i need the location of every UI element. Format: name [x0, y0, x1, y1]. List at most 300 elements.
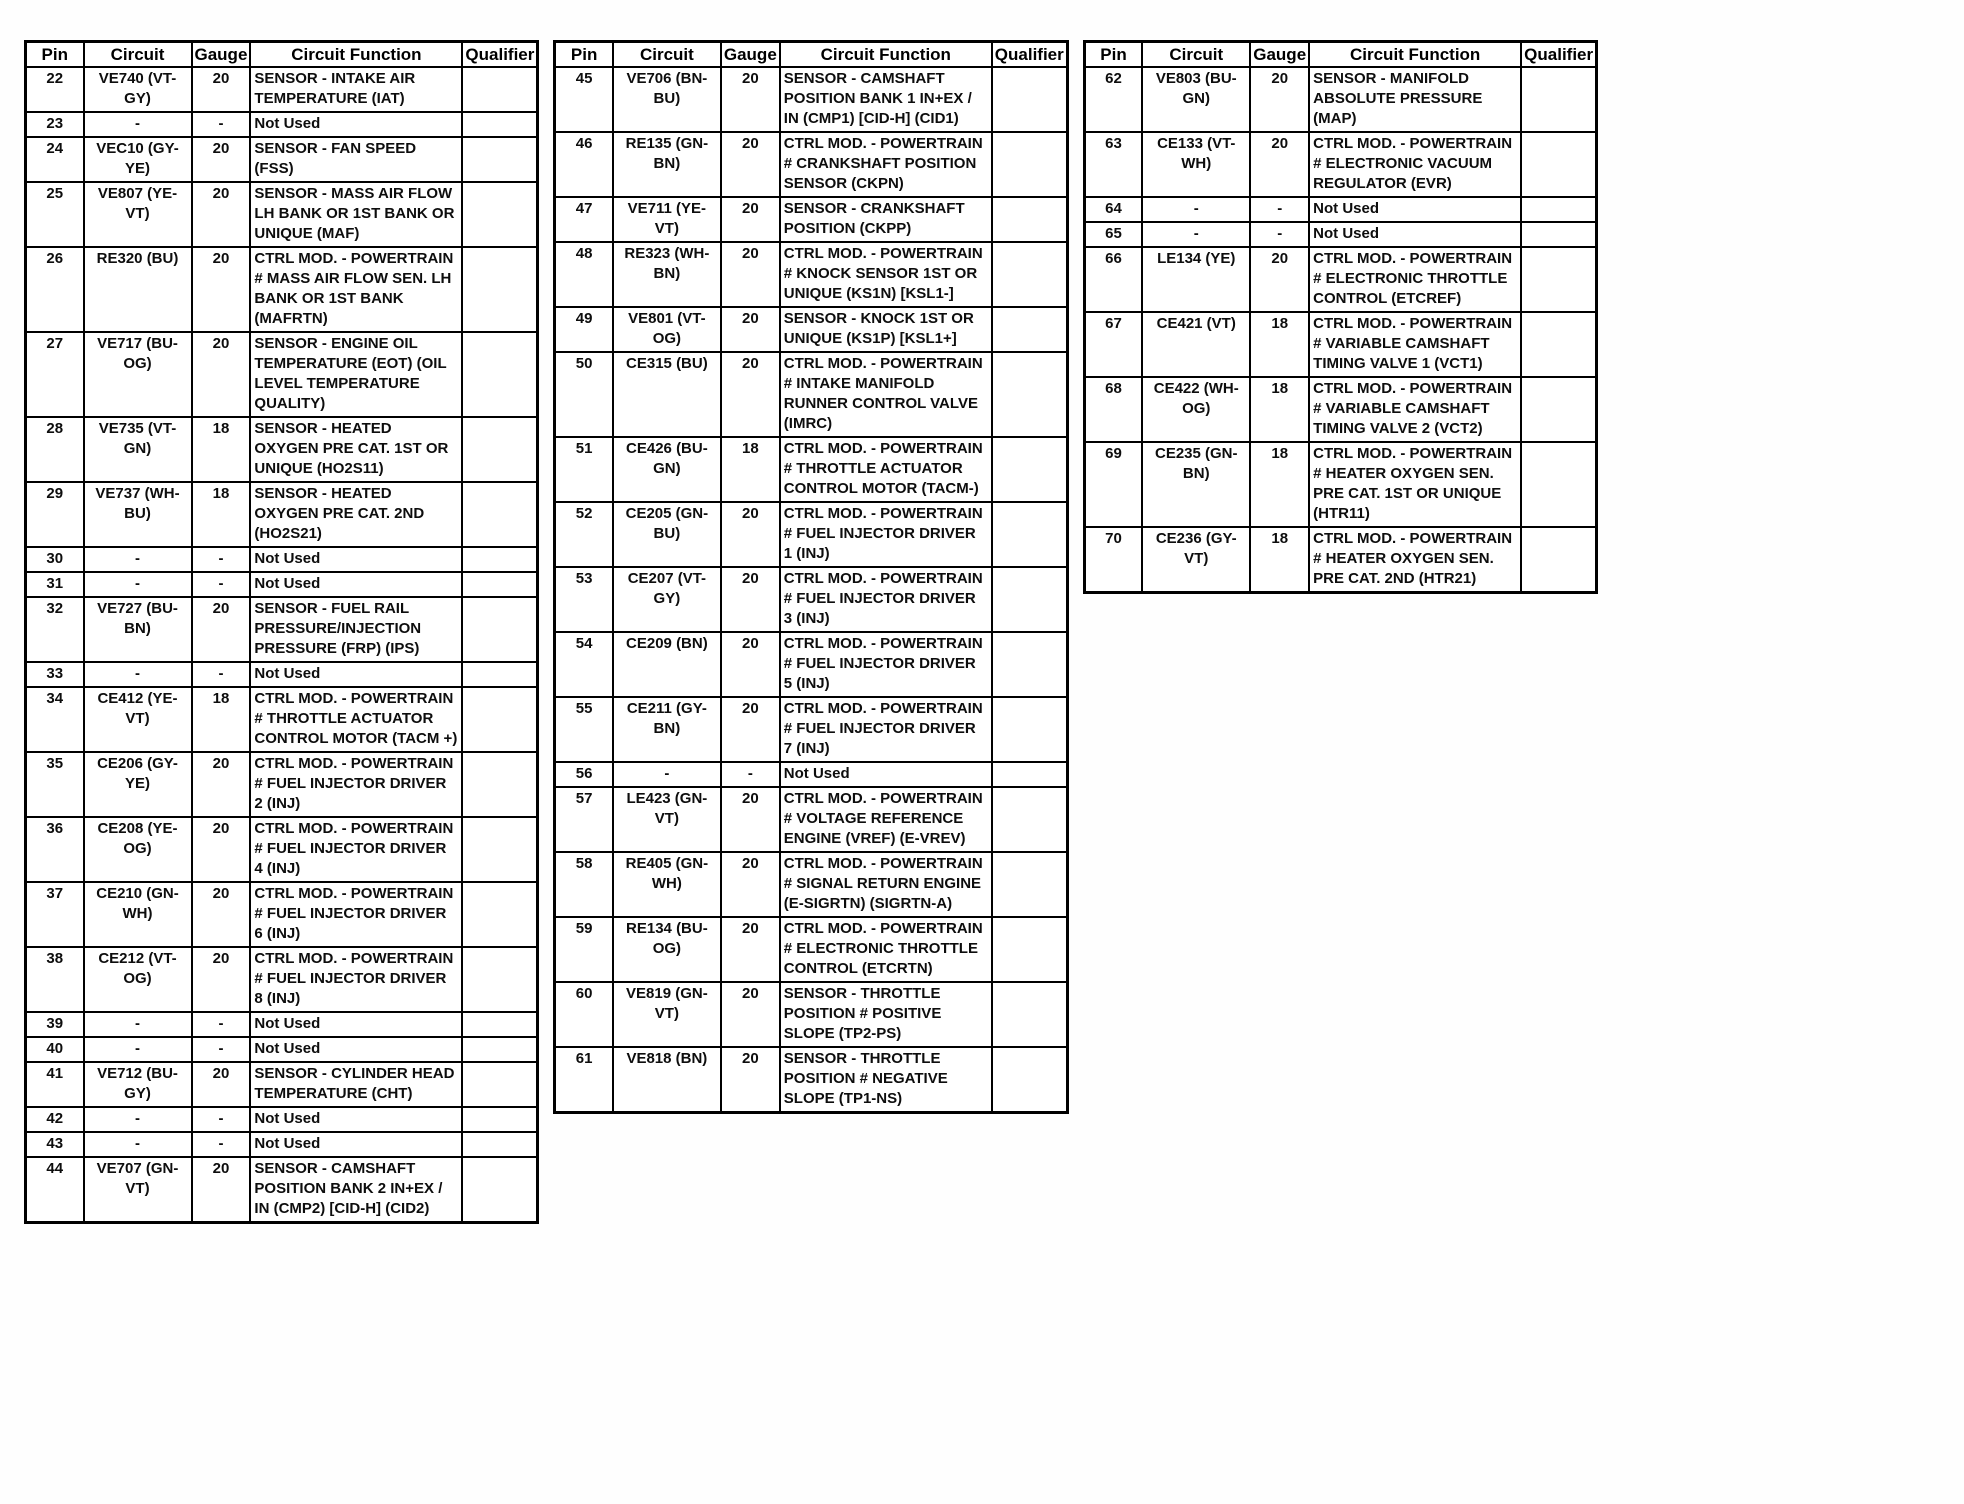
pin-cell: 36 — [26, 817, 84, 882]
pin-cell: 28 — [26, 417, 84, 482]
qualifier-cell — [462, 687, 537, 752]
gauge-cell: 18 — [1250, 312, 1309, 377]
pin-row-65 — [1084, 222, 1596, 247]
circuit-function-cell: CTRL MOD. - POWERTRAIN # ELECTRONIC THROTTLE CONTROL (ETCREF) — [1309, 247, 1521, 312]
circuit-cell: - — [84, 1012, 192, 1037]
qualifier-cell — [992, 197, 1067, 242]
qualifier-cell — [1521, 442, 1596, 527]
circuit-function-cell: CTRL MOD. - POWERTRAIN # HEATER OXYGEN SEN. PRE CAT. 2ND (HTR21) — [1309, 527, 1521, 593]
pin-row-31 — [26, 572, 538, 597]
pin-row-60 — [555, 982, 1067, 1047]
column-header-gauge: Gauge — [721, 42, 780, 68]
pin-cell: 24 — [26, 137, 84, 182]
circuit-cell: VE803 (BU-GN) — [1142, 67, 1250, 132]
column-header-circuit-function: Circuit Function — [780, 42, 992, 68]
pin-row-69 — [1084, 442, 1596, 527]
pin-cell: 69 — [1084, 442, 1142, 527]
circuit-function-cell: CTRL MOD. - POWERTRAIN # FUEL INJECTOR DRIVER 7 (INJ) — [780, 697, 992, 762]
circuit-cell: CE208 (YE-OG) — [84, 817, 192, 882]
qualifier-cell — [462, 882, 537, 947]
column-header-qualifier: Qualifier — [992, 42, 1067, 68]
gauge-cell: - — [192, 1037, 251, 1062]
column-header-circuit: Circuit — [1142, 42, 1250, 68]
circuit-cell: - — [84, 1037, 192, 1062]
qualifier-cell — [992, 502, 1067, 567]
qualifier-cell — [462, 112, 537, 137]
circuit-function-cell: Not Used — [250, 1132, 462, 1157]
circuit-cell: CE421 (VT) — [1142, 312, 1250, 377]
circuit-cell: - — [1142, 222, 1250, 247]
gauge-cell: 20 — [192, 1062, 251, 1107]
qualifier-cell — [462, 1132, 537, 1157]
pin-row-40 — [26, 1037, 538, 1062]
circuit-function-cell: CTRL MOD. - POWERTRAIN # FUEL INJECTOR DRIVER 8 (INJ) — [250, 947, 462, 1012]
circuit-cell: CE235 (GN-BN) — [1142, 442, 1250, 527]
qualifier-cell — [992, 132, 1067, 197]
qualifier-cell — [992, 632, 1067, 697]
circuit-function-cell: SENSOR - ENGINE OIL TEMPERATURE (EOT) (OIL LEVEL TEMPERATURE QUALITY) — [250, 332, 462, 417]
circuit-function-cell: Not Used — [250, 547, 462, 572]
pin-cell: 45 — [555, 67, 613, 132]
pin-row-52 — [555, 502, 1067, 567]
gauge-cell: 20 — [721, 852, 780, 917]
qualifier-cell — [462, 662, 537, 687]
circuit-function-cell: SENSOR - KNOCK 1ST OR UNIQUE (KS1P) [KSL1+] — [780, 307, 992, 352]
circuit-cell: VE712 (BU-GY) — [84, 1062, 192, 1107]
pin-row-45 — [555, 67, 1067, 132]
circuit-function-cell: Not Used — [250, 112, 462, 137]
qualifier-cell — [992, 982, 1067, 1047]
pin-cell: 56 — [555, 762, 613, 787]
pin-cell: 32 — [26, 597, 84, 662]
circuit-cell: - — [84, 662, 192, 687]
pin-cell: 47 — [555, 197, 613, 242]
pin-row-30 — [26, 547, 538, 572]
circuit-function-cell: SENSOR - HEATED OXYGEN PRE CAT. 1ST OR UNIQUE (HO2S11) — [250, 417, 462, 482]
circuit-cell: - — [84, 547, 192, 572]
qualifier-cell — [462, 67, 537, 112]
pin-row-44 — [26, 1157, 538, 1223]
pin-row-33 — [26, 662, 538, 687]
circuit-function-cell: CTRL MOD. - POWERTRAIN # THROTTLE ACTUATOR CONTROL MOTOR (TACM-) — [780, 437, 992, 502]
pin-row-26 — [26, 247, 538, 332]
gauge-cell: 20 — [721, 67, 780, 132]
column-header-qualifier: Qualifier — [462, 42, 537, 68]
pin-cell: 33 — [26, 662, 84, 687]
circuit-cell: - — [84, 112, 192, 137]
pin-row-25 — [26, 182, 538, 247]
pin-row-35 — [26, 752, 538, 817]
pin-cell: 43 — [26, 1132, 84, 1157]
gauge-cell: 20 — [1250, 247, 1309, 312]
pin-row-34 — [26, 687, 538, 752]
circuit-cell: CE207 (VT-GY) — [613, 567, 721, 632]
qualifier-cell — [462, 597, 537, 662]
qualifier-cell — [462, 182, 537, 247]
pin-row-28 — [26, 417, 538, 482]
pin-row-51 — [555, 437, 1067, 502]
circuit-cell: LE134 (YE) — [1142, 247, 1250, 312]
column-header-gauge: Gauge — [1250, 42, 1309, 68]
pin-cell: 49 — [555, 307, 613, 352]
pin-cell: 35 — [26, 752, 84, 817]
gauge-cell: 20 — [192, 332, 251, 417]
circuit-function-cell: CTRL MOD. - POWERTRAIN # SIGNAL RETURN ENGINE (E-SIGRTN) (SIGRTN-A) — [780, 852, 992, 917]
circuit-function-cell: Not Used — [250, 572, 462, 597]
gauge-cell: 20 — [721, 197, 780, 242]
pin-cell: 22 — [26, 67, 84, 112]
pin-row-66 — [1084, 247, 1596, 312]
gauge-cell: - — [192, 547, 251, 572]
gauge-cell: 20 — [192, 882, 251, 947]
qualifier-cell — [992, 567, 1067, 632]
pin-cell: 62 — [1084, 67, 1142, 132]
pin-cell: 63 — [1084, 132, 1142, 197]
gauge-cell: 20 — [721, 787, 780, 852]
pin-row-57 — [555, 787, 1067, 852]
circuit-cell: CE205 (GN-BU) — [613, 502, 721, 567]
pin-row-37 — [26, 882, 538, 947]
gauge-cell: 20 — [721, 132, 780, 197]
circuit-cell: RE134 (BU-OG) — [613, 917, 721, 982]
pin-cell: 23 — [26, 112, 84, 137]
circuit-function-cell: SENSOR - FUEL RAIL PRESSURE/INJECTION PRESSURE (FRP) (IPS) — [250, 597, 462, 662]
gauge-cell: 20 — [721, 632, 780, 697]
column-header-gauge: Gauge — [192, 42, 251, 68]
circuit-function-cell: CTRL MOD. - POWERTRAIN # CRANKSHAFT POSITION SENSOR (CKPN) — [780, 132, 992, 197]
table-body — [26, 67, 538, 1223]
gauge-cell: - — [192, 662, 251, 687]
qualifier-cell — [992, 307, 1067, 352]
qualifier-cell — [1521, 377, 1596, 442]
circuit-function-cell: CTRL MOD. - POWERTRAIN # VOLTAGE REFERENCE ENGINE (VREF) (E-VREV) — [780, 787, 992, 852]
qualifier-cell — [1521, 222, 1596, 247]
pin-cell: 61 — [555, 1047, 613, 1113]
pin-row-48 — [555, 242, 1067, 307]
column-header-circuit: Circuit — [84, 42, 192, 68]
gauge-cell: - — [721, 762, 780, 787]
gauge-cell: - — [192, 572, 251, 597]
gauge-cell: 20 — [192, 247, 251, 332]
pin-cell: 37 — [26, 882, 84, 947]
circuit-function-cell: CTRL MOD. - POWERTRAIN # THROTTLE ACTUATOR CONTROL MOTOR (TACM +) — [250, 687, 462, 752]
pin-row-32 — [26, 597, 538, 662]
circuit-cell: VE711 (YE-VT) — [613, 197, 721, 242]
gauge-cell: - — [1250, 197, 1309, 222]
gauge-cell: 20 — [192, 137, 251, 182]
circuit-function-cell: CTRL MOD. - POWERTRAIN # FUEL INJECTOR DRIVER 3 (INJ) — [780, 567, 992, 632]
column-header-pin: Pin — [1084, 42, 1142, 68]
circuit-function-cell: Not Used — [1309, 197, 1521, 222]
pin-row-59 — [555, 917, 1067, 982]
qualifier-cell — [992, 242, 1067, 307]
circuit-cell: CE422 (WH-OG) — [1142, 377, 1250, 442]
gauge-cell: 18 — [192, 417, 251, 482]
pin-row-50 — [555, 352, 1067, 437]
qualifier-cell — [992, 437, 1067, 502]
pin-row-47 — [555, 197, 1067, 242]
pin-row-38 — [26, 947, 538, 1012]
pin-cell: 27 — [26, 332, 84, 417]
pin-row-43 — [26, 1132, 538, 1157]
header-row — [1084, 42, 1596, 68]
pin-row-61 — [555, 1047, 1067, 1113]
circuit-function-cell: CTRL MOD. - POWERTRAIN # INTAKE MANIFOLD RUNNER CONTROL VALVE (IMRC) — [780, 352, 992, 437]
circuit-cell: - — [84, 1132, 192, 1157]
pin-cell: 55 — [555, 697, 613, 762]
gauge-cell: 20 — [192, 817, 251, 882]
pin-cell: 46 — [555, 132, 613, 197]
pin-row-68 — [1084, 377, 1596, 442]
qualifier-cell — [1521, 247, 1596, 312]
circuit-function-cell: CTRL MOD. - POWERTRAIN # FUEL INJECTOR DRIVER 6 (INJ) — [250, 882, 462, 947]
pin-row-42 — [26, 1107, 538, 1132]
circuit-cell: RE323 (WH-BN) — [613, 242, 721, 307]
circuit-function-cell: CTRL MOD. - POWERTRAIN # VARIABLE CAMSHAFT TIMING VALVE 1 (VCT1) — [1309, 312, 1521, 377]
pin-cell: 29 — [26, 482, 84, 547]
circuit-cell: VE717 (BU-OG) — [84, 332, 192, 417]
pin-cell: 30 — [26, 547, 84, 572]
pin-cell: 31 — [26, 572, 84, 597]
gauge-cell: 20 — [192, 947, 251, 1012]
gauge-cell: 20 — [192, 1157, 251, 1223]
qualifier-cell — [992, 787, 1067, 852]
qualifier-cell — [462, 417, 537, 482]
pin-cell: 38 — [26, 947, 84, 1012]
gauge-cell: 20 — [721, 502, 780, 567]
circuit-function-cell: CTRL MOD. - POWERTRAIN # ELECTRONIC THROTTLE CONTROL (ETCRTN) — [780, 917, 992, 982]
qualifier-cell — [462, 947, 537, 1012]
gauge-cell: 20 — [721, 567, 780, 632]
pin-cell: 58 — [555, 852, 613, 917]
circuit-cell: - — [1142, 197, 1250, 222]
pin-row-46 — [555, 132, 1067, 197]
circuit-function-cell: CTRL MOD. - POWERTRAIN # KNOCK SENSOR 1ST OR UNIQUE (KS1N) [KSL1-] — [780, 242, 992, 307]
circuit-cell: VE727 (BU-BN) — [84, 597, 192, 662]
circuit-cell: CE206 (GY-YE) — [84, 752, 192, 817]
qualifier-cell — [1521, 197, 1596, 222]
circuit-function-cell: SENSOR - MANIFOLD ABSOLUTE PRESSURE (MAP) — [1309, 67, 1521, 132]
gauge-cell: - — [192, 1012, 251, 1037]
header-row — [555, 42, 1067, 68]
circuit-cell: - — [613, 762, 721, 787]
gauge-cell: 20 — [192, 597, 251, 662]
pin-row-29 — [26, 482, 538, 547]
qualifier-cell — [462, 572, 537, 597]
qualifier-cell — [992, 852, 1067, 917]
gauge-cell: 20 — [721, 352, 780, 437]
circuit-cell: - — [84, 572, 192, 597]
circuit-function-cell: CTRL MOD. - POWERTRAIN # FUEL INJECTOR DRIVER 2 (INJ) — [250, 752, 462, 817]
pin-cell: 48 — [555, 242, 613, 307]
gauge-cell: 20 — [721, 982, 780, 1047]
qualifier-cell — [462, 752, 537, 817]
gauge-cell: 18 — [192, 482, 251, 547]
gauge-cell: 20 — [721, 242, 780, 307]
qualifier-cell — [992, 697, 1067, 762]
gauge-cell: 18 — [1250, 377, 1309, 442]
circuit-cell: VE801 (VT-OG) — [613, 307, 721, 352]
pin-cell: 51 — [555, 437, 613, 502]
pin-row-58 — [555, 852, 1067, 917]
circuit-function-cell: Not Used — [250, 1012, 462, 1037]
circuit-cell: RE135 (GN-BN) — [613, 132, 721, 197]
gauge-cell: 20 — [721, 307, 780, 352]
qualifier-cell — [462, 547, 537, 572]
circuit-cell: VE818 (BN) — [613, 1047, 721, 1113]
pin-cell: 42 — [26, 1107, 84, 1132]
pin-cell: 68 — [1084, 377, 1142, 442]
circuit-cell: CE315 (BU) — [613, 352, 721, 437]
circuit-cell: VE737 (WH-BU) — [84, 482, 192, 547]
gauge-cell: 20 — [1250, 67, 1309, 132]
circuit-function-cell: Not Used — [250, 662, 462, 687]
circuit-cell: CE209 (BN) — [613, 632, 721, 697]
qualifier-cell — [462, 332, 537, 417]
column-header-circuit-function: Circuit Function — [1309, 42, 1521, 68]
pin-cell: 50 — [555, 352, 613, 437]
qualifier-cell — [462, 247, 537, 332]
circuit-function-cell: Not Used — [780, 762, 992, 787]
circuit-function-cell: SENSOR - CAMSHAFT POSITION BANK 2 IN+EX / IN (CMP2) [CID-H] (CID2) — [250, 1157, 462, 1223]
circuit-function-cell: Not Used — [250, 1037, 462, 1062]
table-body — [1084, 67, 1596, 593]
pin-cell: 34 — [26, 687, 84, 752]
circuit-function-cell: SENSOR - THROTTLE POSITION # NEGATIVE SLOPE (TP1-NS) — [780, 1047, 992, 1113]
gauge-cell: 20 — [1250, 132, 1309, 197]
qualifier-cell — [1521, 67, 1596, 132]
pin-cell: 57 — [555, 787, 613, 852]
qualifier-cell — [992, 67, 1067, 132]
pin-cell: 44 — [26, 1157, 84, 1223]
gauge-cell: 20 — [721, 917, 780, 982]
header-row — [26, 42, 538, 68]
circuit-cell: VE735 (VT-GN) — [84, 417, 192, 482]
circuit-cell: VE706 (BN-BU) — [613, 67, 721, 132]
gauge-cell: 18 — [1250, 442, 1309, 527]
gauge-cell: - — [192, 112, 251, 137]
qualifier-cell — [462, 482, 537, 547]
pin-cell: 54 — [555, 632, 613, 697]
gauge-cell: 20 — [192, 182, 251, 247]
qualifier-cell — [462, 1012, 537, 1037]
gauge-cell: 20 — [192, 67, 251, 112]
pin-row-22 — [26, 67, 538, 112]
circuit-function-cell: CTRL MOD. - POWERTRAIN # VARIABLE CAMSHAFT TIMING VALVE 2 (VCT2) — [1309, 377, 1521, 442]
pin-row-53 — [555, 567, 1067, 632]
circuit-cell: CE210 (GN-WH) — [84, 882, 192, 947]
circuit-function-cell: SENSOR - CRANKSHAFT POSITION (CKPP) — [780, 197, 992, 242]
qualifier-cell — [462, 1107, 537, 1132]
circuit-cell: VE740 (VT-GY) — [84, 67, 192, 112]
qualifier-cell — [992, 352, 1067, 437]
pin-cell: 65 — [1084, 222, 1142, 247]
pin-cell: 40 — [26, 1037, 84, 1062]
qualifier-cell — [1521, 132, 1596, 197]
pin-row-27 — [26, 332, 538, 417]
circuit-function-cell: SENSOR - FAN SPEED (FSS) — [250, 137, 462, 182]
pin-row-49 — [555, 307, 1067, 352]
pin-cell: 52 — [555, 502, 613, 567]
circuit-cell: CE133 (VT-WH) — [1142, 132, 1250, 197]
gauge-cell: - — [1250, 222, 1309, 247]
gauge-cell: 20 — [721, 697, 780, 762]
circuit-function-cell: CTRL MOD. - POWERTRAIN # FUEL INJECTOR DRIVER 1 (INJ) — [780, 502, 992, 567]
column-header-circuit-function: Circuit Function — [250, 42, 462, 68]
circuit-function-cell: SENSOR - CAMSHAFT POSITION BANK 1 IN+EX / IN (CMP1) [CID-H] (CID1) — [780, 67, 992, 132]
qualifier-cell — [462, 1037, 537, 1062]
column-header-pin: Pin — [26, 42, 84, 68]
pin-row-24 — [26, 137, 538, 182]
circuit-cell: VE807 (YE-VT) — [84, 182, 192, 247]
circuit-function-cell: SENSOR - CYLINDER HEAD TEMPERATURE (CHT) — [250, 1062, 462, 1107]
pin-cell: 64 — [1084, 197, 1142, 222]
pin-row-64 — [1084, 197, 1596, 222]
gauge-cell: 20 — [721, 1047, 780, 1113]
pin-row-39 — [26, 1012, 538, 1037]
column-header-circuit: Circuit — [613, 42, 721, 68]
circuit-function-cell: CTRL MOD. - POWERTRAIN # MASS AIR FLOW SEN. LH BANK OR 1ST BANK (MAFRTN) — [250, 247, 462, 332]
circuit-function-cell: CTRL MOD. - POWERTRAIN # HEATER OXYGEN SEN. PRE CAT. 1ST OR UNIQUE (HTR11) — [1309, 442, 1521, 527]
qualifier-cell — [462, 137, 537, 182]
pin-row-63 — [1084, 132, 1596, 197]
circuit-cell: CE412 (YE-VT) — [84, 687, 192, 752]
pin-cell: 53 — [555, 567, 613, 632]
gauge-cell: 18 — [1250, 527, 1309, 593]
gauge-cell: - — [192, 1107, 251, 1132]
pin-cell: 25 — [26, 182, 84, 247]
qualifier-cell — [462, 1062, 537, 1107]
pinout-table-pins-62-70 — [1083, 40, 1598, 594]
pin-cell: 66 — [1084, 247, 1142, 312]
qualifier-cell — [992, 917, 1067, 982]
circuit-cell: RE405 (GN-WH) — [613, 852, 721, 917]
pin-cell: 67 — [1084, 312, 1142, 377]
pin-row-41 — [26, 1062, 538, 1107]
pinout-table-pins-22-44 — [24, 40, 539, 1224]
pin-cell: 39 — [26, 1012, 84, 1037]
gauge-cell: - — [192, 1132, 251, 1157]
circuit-cell: - — [84, 1107, 192, 1132]
circuit-function-cell: CTRL MOD. - POWERTRAIN # ELECTRONIC VACUUM REGULATOR (EVR) — [1309, 132, 1521, 197]
gauge-cell: 18 — [192, 687, 251, 752]
column-header-qualifier: Qualifier — [1521, 42, 1596, 68]
gauge-cell: 20 — [192, 752, 251, 817]
circuit-cell: CE211 (GY-BN) — [613, 697, 721, 762]
circuit-cell: RE320 (BU) — [84, 247, 192, 332]
pin-cell: 26 — [26, 247, 84, 332]
pin-row-56 — [555, 762, 1067, 787]
circuit-cell: CE236 (GY-VT) — [1142, 527, 1250, 593]
circuit-cell: VE707 (GN-VT) — [84, 1157, 192, 1223]
pin-cell: 41 — [26, 1062, 84, 1107]
circuit-cell: CE426 (BU-GN) — [613, 437, 721, 502]
pin-cell: 60 — [555, 982, 613, 1047]
circuit-function-cell: SENSOR - HEATED OXYGEN PRE CAT. 2ND (HO2S21) — [250, 482, 462, 547]
pin-row-36 — [26, 817, 538, 882]
pin-cell: 70 — [1084, 527, 1142, 593]
circuit-function-cell: SENSOR - MASS AIR FLOW LH BANK OR 1ST BANK OR UNIQUE (MAF) — [250, 182, 462, 247]
column-header-pin: Pin — [555, 42, 613, 68]
qualifier-cell — [1521, 527, 1596, 593]
circuit-function-cell: Not Used — [250, 1107, 462, 1132]
circuit-cell: CE212 (VT-OG) — [84, 947, 192, 1012]
qualifier-cell — [462, 817, 537, 882]
circuit-function-cell: SENSOR - INTAKE AIR TEMPERATURE (IAT) — [250, 67, 462, 112]
circuit-cell: VEC10 (GY-YE) — [84, 137, 192, 182]
pin-cell: 59 — [555, 917, 613, 982]
qualifier-cell — [1521, 312, 1596, 377]
